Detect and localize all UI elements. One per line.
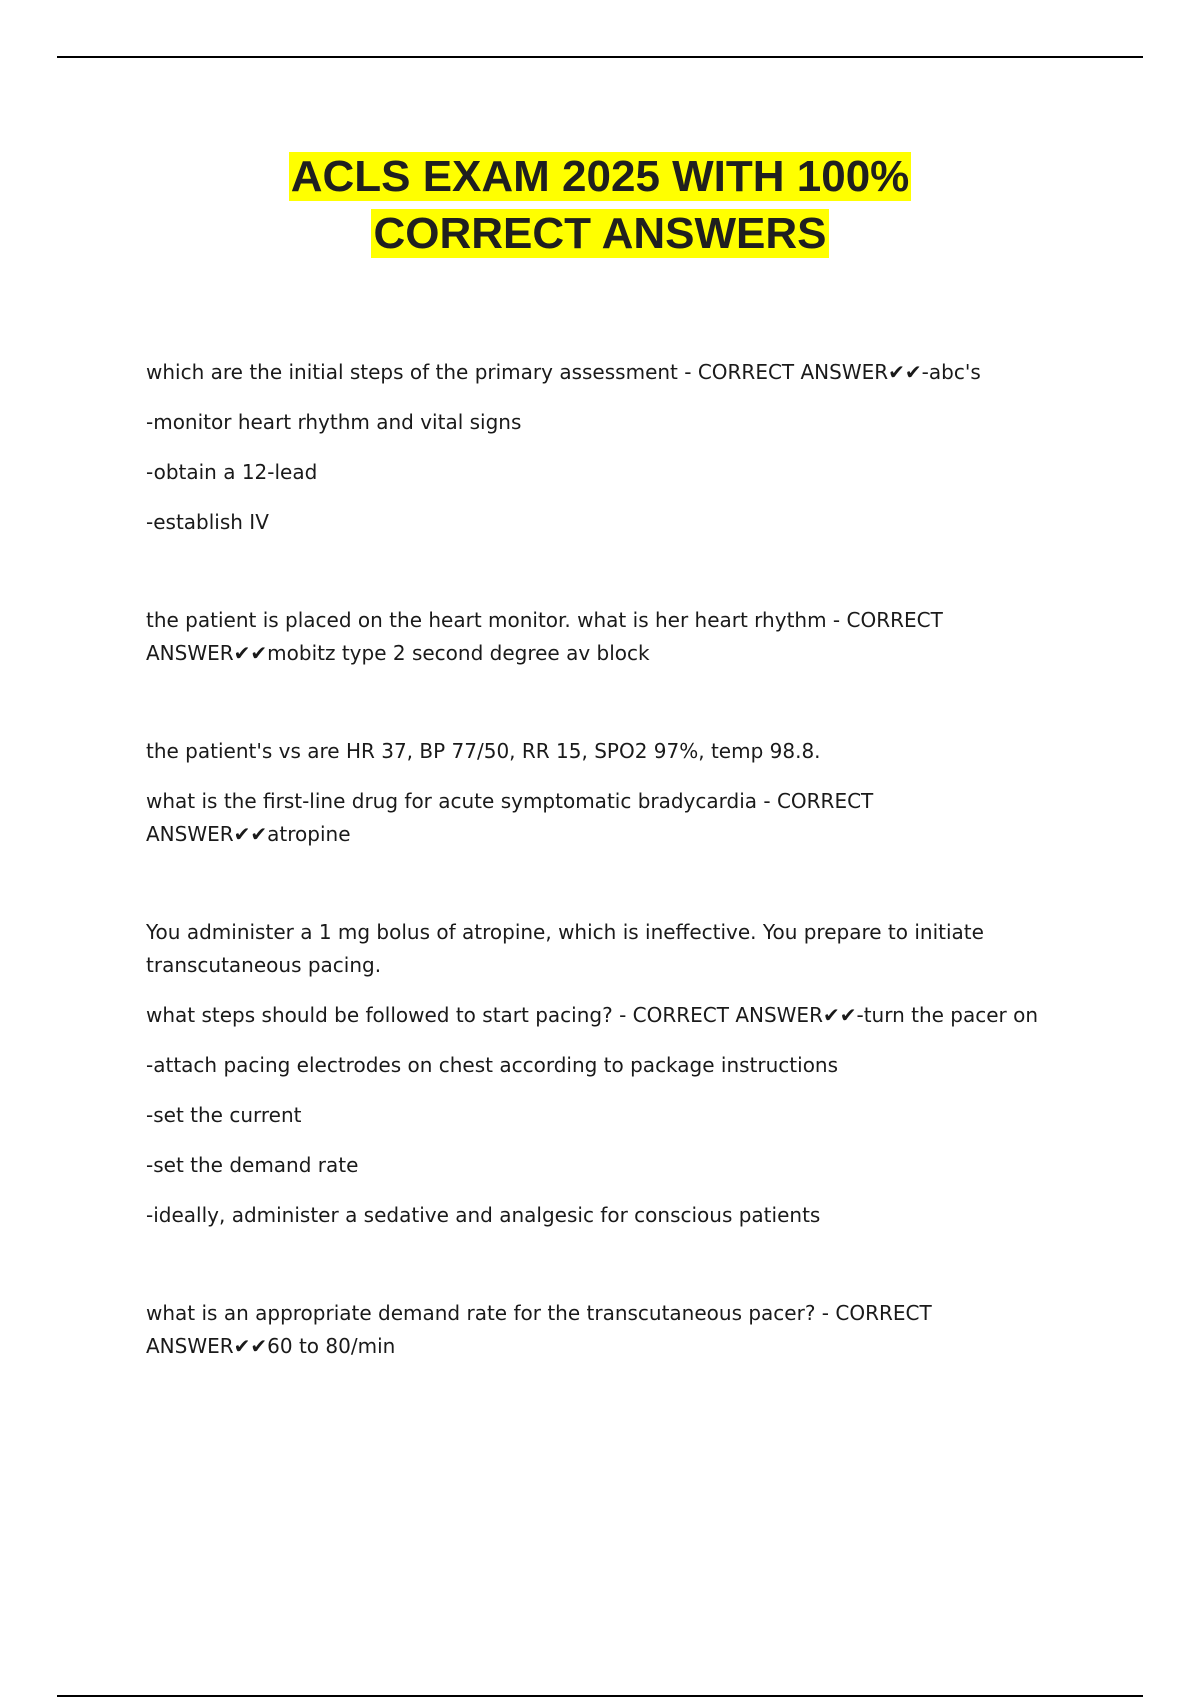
- qa-block: [146, 356, 1076, 539]
- top-rule: [57, 56, 1143, 58]
- answer-line: -monitor heart rhythm and vital signs: [146, 410, 522, 434]
- qa-block: [146, 604, 1076, 670]
- question-line: what is an appropriate demand rate for the transcutaneous pacer? - CORRECT ANSWER✔✔60 to 80/min: [146, 1301, 932, 1358]
- answer-line: -ideally, administer a sedative and analgesic for conscious patients: [146, 1203, 821, 1227]
- document-body: [146, 356, 1076, 1363]
- qa-block: [146, 735, 1076, 851]
- bottom-rule: [57, 1695, 1143, 1697]
- question-line: the patient is placed on the heart monitor. what is her heart rhythm - CORRECT ANSWER✔✔mobitz type 2 second degree av block: [146, 608, 943, 665]
- qa-block: [146, 1297, 1076, 1363]
- question-line: what is the first-line drug for acute symptomatic bradycardia - CORRECT ANSWER✔✔atropine: [146, 789, 874, 846]
- answer-line: -establish IV: [146, 510, 269, 534]
- title-line-2: CORRECT ANSWERS: [373, 209, 827, 258]
- title-line-1: ACLS EXAM 2025 WITH 100%: [290, 152, 910, 201]
- answer-line: -set the demand rate: [146, 1153, 359, 1177]
- answer-line: -attach pacing electrodes on chest according to package instructions: [146, 1053, 839, 1077]
- question-line: which are the initial steps of the primary assessment - CORRECT ANSWER✔✔-abc's: [146, 360, 981, 384]
- context-line: You administer a 1 mg bolus of atropine, which is ineffective. You prepare to initiate transcutaneous pacing.: [146, 920, 984, 977]
- context-line: the patient's vs are HR 37, BP 77/50, RR 15, SPO2 97%, temp 98.8.: [146, 739, 821, 763]
- qa-block: [146, 916, 1076, 1232]
- answer-line: -set the current: [146, 1103, 302, 1127]
- answer-line: -obtain a 12-lead: [146, 460, 318, 484]
- document-title: [0, 148, 1200, 262]
- question-line: what steps should be followed to start pacing? - CORRECT ANSWER✔✔-turn the pacer on: [146, 1003, 1039, 1027]
